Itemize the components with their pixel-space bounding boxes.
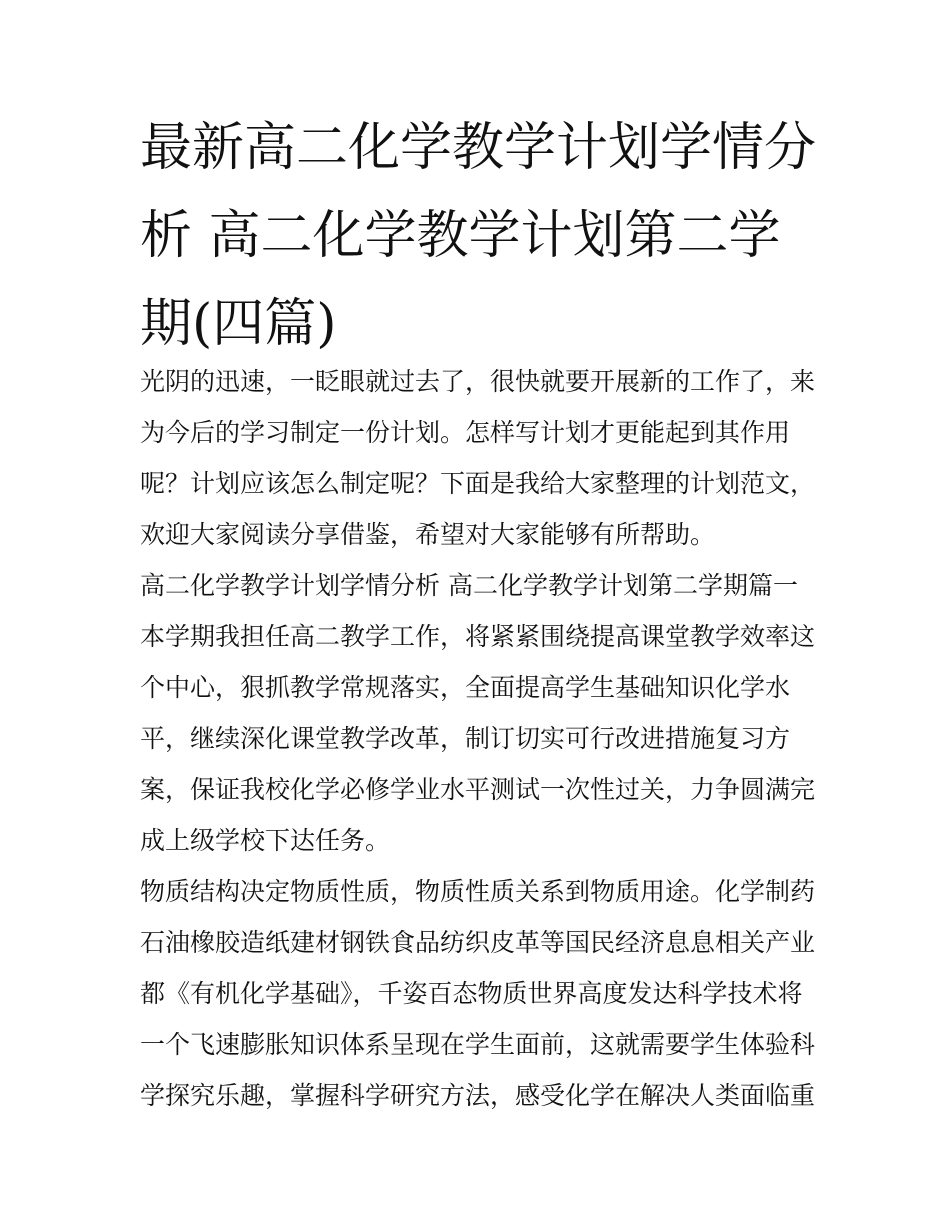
material-structure-paragraph: 物质结构决定物质性质，物质性质关系到物质用途。化学制药石油橡胶造纸建材钢铁食品纺织皮革等国民经济息息相关产业都《有机化学基础》，千姿百态物质世界高度发达科学技术将一个飞速膨胀知识体系呈现在学生面前，这就需要学生体验科学探究乐趣，掌握科学研究方法，感受化学在解决人类面临重: [140, 877, 816, 1110]
section-heading-paragraph: 高二化学教学计划学情分析 高二化学教学计划第二学期篇一: [140, 571, 798, 600]
document-title: 最新高二化学教学计划学情分析 高二化学教学计划第二学期(四篇): [140, 118, 817, 354]
teaching-goal-paragraph: 本学期我担任高二教学工作，将紧紧围绕提高课堂教学效率这个中心，狠抓教学常规落实，全面提高学生基础知识化学水平，继续深化课堂教学改革，制订切实可行改进措施复习方案，保证我校化学必修学业水平测试一次性过关，力争圆满完成上级学校下达任务。: [140, 622, 816, 855]
document-body: [140, 356, 816, 1121]
intro-paragraph: 光阴的迅速，一眨眼就过去了，很快就要开展新的工作了，来为今后的学习制定一份计划。怎样写计划才更能起到其作用呢？计划应该怎么制定呢？下面是我给大家整理的计划范文，欢迎大家阅读分享借鉴，希望对大家能够有所帮助。: [140, 367, 816, 549]
